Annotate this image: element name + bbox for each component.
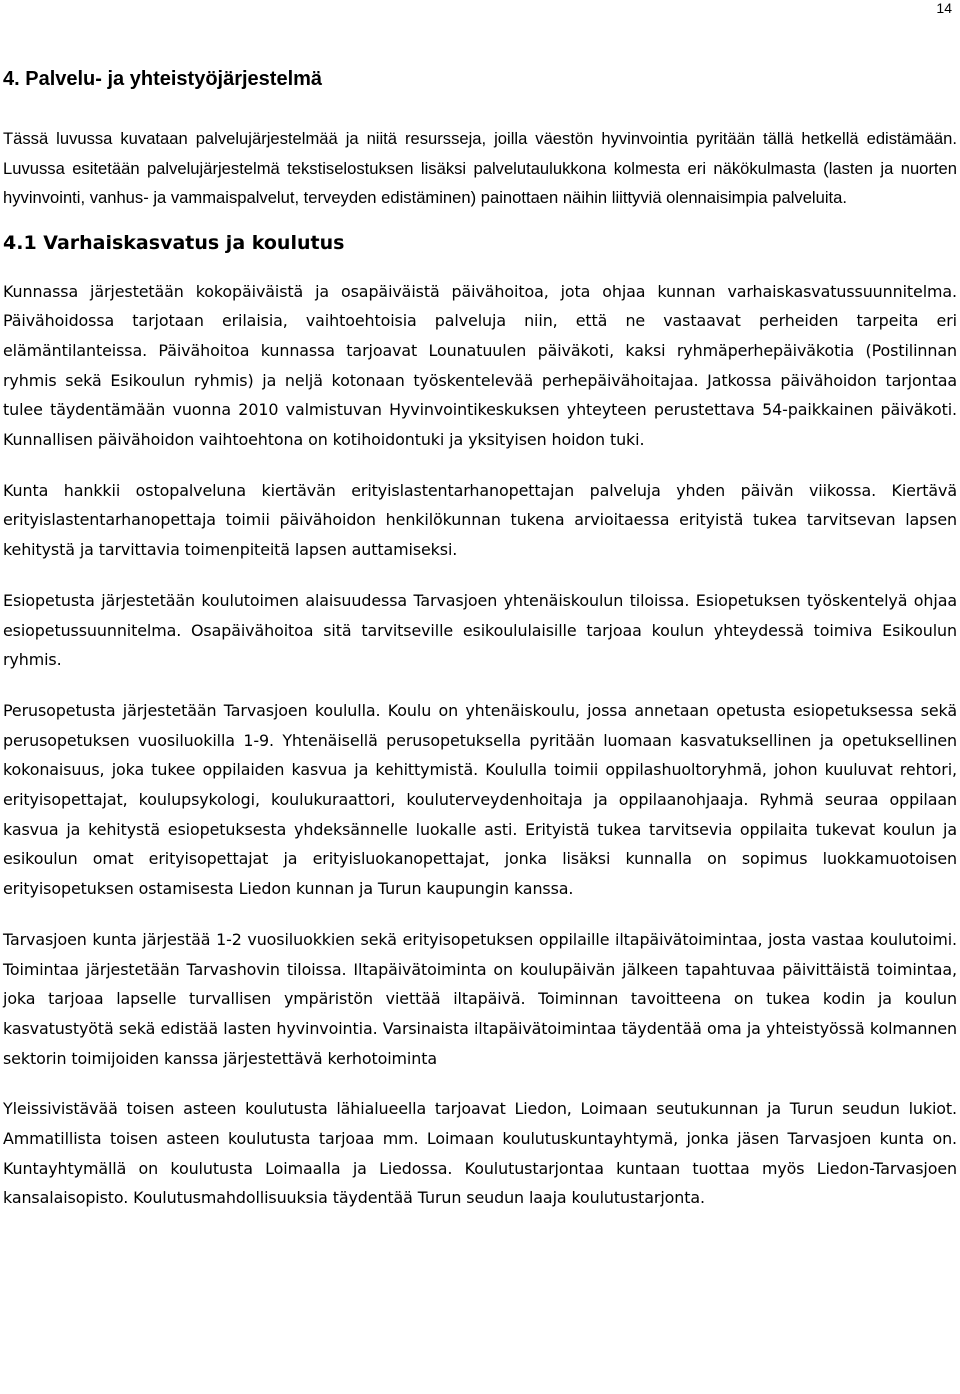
section-heading: 4. Palvelu- ja yhteistyöjärjestelmä xyxy=(3,68,323,90)
paragraph-afternoon-activity: Tarvasjoen kunta järjestää 1-2 vuosiluokkien sekä erityisopetuksen oppilaille iltapäivätoimintaa, josta vastaa koulutoimi. Toimintaa järjestetään Tarvashovin tiloissa. Iltapäivätoiminta on koulupäivän jälkeen tapahtuvaa päivittäistä toimintaa, joka tarjoaa lapselle turvallisen ympäristön viettää iltapäivä. Toiminnan tavoitteena on tukea kodin ja koulun kasvatustyötä sekä edistää lasten hyvinvointia. Varsinaista iltapäivätoimintaa täydentää oma ja yhteistyössä kolmannen sektorin toimijoiden kanssa järjestettävä kerhotoiminta xyxy=(3,929,957,1068)
page-number: 14 xyxy=(936,0,952,16)
paragraph-basic-education: Perusopetusta järjestetään Tarvasjoen koululla. Koulu on yhtenäiskoulu, jossa annetaan opetusta esiopetuksessa sekä perusopetuksen vuosiluokilla 1-9. Yhtenäisellä perusopetuksella pyritään luomaan kasvatuksellinen ja opetuksellinen kokonaisuus, joka tukee oppilaiden kasvua ja kehittymistä. Koululla toimii oppilashuoltoryhmä, johon kuuluvat rehtori, erityisopettajat, koulupsykologi, koulukuraattori, kouluterveydenhoitaja ja oppilaanohjaaja. Ryhmä seuraa oppilaan kasvua ja kehitystä esiopetuksesta yhdeksännelle luokalle asti. Erityistä tukea tarvitsevia oppilaita tukevat koulun ja esikoulun omat erityisopettajat ja erityisluokanopettajat, jonka lisäksi kunnalla on sopimus luokkamuotoisen erityisopetuksen ostamisesta Liedon kunnan ja Turun kaupungin kanssa. xyxy=(3,700,957,899)
subsection-heading: 4.1 Varhaiskasvatus ja koulutus xyxy=(3,231,345,254)
paragraph-secondary-education: Yleissivistävää toisen asteen koulutusta lähialueella tarjoavat Liedon, Loimaan seutukunnan ja Turun seudun lukiot. Ammatillista toisen asteen koulutusta tarjoaa mm. Loimaan koulutuskuntayhtymä, jonka jäsen Tarvasjoen kunta on. Kuntayhtymällä on koulutusta Loimaalla ja Liedossa. Koulutustarjontaa kuntaan tuottaa myös Liedon-Tarvasjoen kansalaisopisto. Koulutusmahdollisuuksia täydentää Turun seudun laaja koulutustarjonta. xyxy=(3,1099,957,1208)
paragraph-special-teacher: Kunta hankkii ostopalveluna kiertävän erityislastentarhanopettajan palveluja yhden päivän viikossa. Kiertävä erityislastentarhanopettaja toimii päivähoidon henkilökunnan tukena arvioitaessa erityistä tukea tarvitsevan lapsen kehitystä ja tarvittavia toimenpiteitä lapsen auttamiseksi. xyxy=(3,480,957,560)
intro-paragraph: Tässä luvussa kuvataan palvelujärjestelmää ja niitä resursseja, joilla väestön hyvinvointia pyritään tällä hetkellä edistämään. Luvussa esitetään palvelujärjestelmä tekstiselostuksen lisäksi palvelutaulukkona kolmesta eri näkökulmasta (lasten ja nuorten hyvinvointi, vanhus- ja vammaispalvelut, terveyden edistäminen) painottaen näihin liittyviä olennaisimpia palveluita. xyxy=(3,129,957,207)
paragraph-preschool: Esiopetusta järjestetään koulutoimen alaisuudessa Tarvasjoen yhtenäiskoulun tiloissa. Esiopetuksen työskentelyä ohjaa esiopetussuunnitelma. Osapäivähoitoa sitä tarvitseville esikoululaisille tarjoaa koulun yhteydessä toimiva Esikoulun ryhmis. xyxy=(3,590,957,670)
paragraph-daycare: Kunnassa järjestetään kokopäiväistä ja osapäiväistä päivähoitoa, jota ohjaa kunnan varhaiskasvatussuunnitelma. Päivähoidossa tarjotaan erilaisia, vaihtoehtoisia palveluja niin, että ne vastaavat perheiden tarpeita eri elämäntilanteissa. Päivähoitoa kunnassa tarjoavat Lounatuulen päiväkoti, kaksi ryhmäperhepäiväkotia (Postilinnan ryhmis sekä Esikoulun ryhmis) ja neljä kotonaan työskentelevää perhepäivähoitajaa. Jatkossa päivähoidon tarjontaa tulee täydentämään vuonna 2010 valmistuvan Hyvinvointikeskuksen yhteyteen perustettava 54-paikkainen päiväkoti. Kunnallisen päivähoidon vaihtoehtona on kotihoidontuki ja yksityisen hoidon tuki. xyxy=(3,281,957,450)
document-body xyxy=(3,65,957,1234)
